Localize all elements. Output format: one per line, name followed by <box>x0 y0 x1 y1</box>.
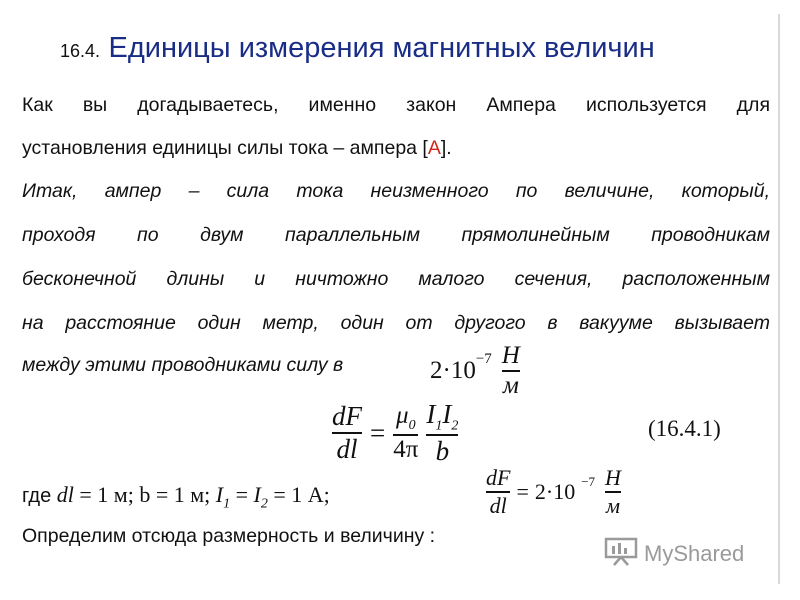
force-value <box>430 340 520 402</box>
result-unit-den: м <box>605 492 621 518</box>
definition-line-4: на расстояние один метр, один от другого в вакууме вызывает <box>22 312 770 334</box>
result-eq: = <box>516 479 529 504</box>
slide-divider <box>778 14 780 584</box>
definition-line-2: проходя по двум параллельным прямолинейным проводникам <box>22 224 770 246</box>
result-lhs-den: dl <box>489 492 507 518</box>
definition-line-3: бесконечной длины и ничтожно малого сечения, расположенным <box>22 268 770 290</box>
result-lhs-fraction <box>486 465 510 519</box>
intro-line-2 <box>22 127 770 170</box>
slide-title <box>60 32 655 65</box>
definition-line-1: Итак, ампер – сила тока неизменного по величине, который, <box>22 180 770 202</box>
given-I1-sub: 1 <box>223 496 231 512</box>
given-dl: dl <box>56 482 74 507</box>
presentation-board-icon <box>604 536 638 571</box>
result-exp: −7 <box>581 474 596 489</box>
ampere-equation <box>332 396 458 470</box>
intro-text-2: установления единицы силы тока – ампера [ <box>22 137 428 159</box>
force-unit-fraction <box>502 342 520 400</box>
ampere-unit: A <box>427 137 441 159</box>
force-exp: −7 <box>475 350 492 367</box>
definition-line-5: между этими проводниками силу в <box>22 354 344 376</box>
result-lhs-num: dF <box>486 465 511 491</box>
eq-current-den: b <box>435 435 450 466</box>
eq-current-num: $I_1I_2$ <box>426 399 459 434</box>
intro-line-1 <box>22 84 770 127</box>
force-unit-den: м <box>502 371 519 399</box>
force-unit-num: H <box>501 342 520 370</box>
eq-sign: = <box>370 417 386 448</box>
given-eq: = <box>230 482 254 507</box>
eq-mu-den: 4π <box>393 435 419 463</box>
intro-text-2-end: ]. <box>440 137 452 159</box>
given-I1: I <box>215 482 224 507</box>
eq-mu-fraction <box>393 402 418 464</box>
conclusion-text: Определим отсюда размерность и величину : <box>22 525 436 547</box>
result-unit-fraction <box>605 465 621 519</box>
watermark-text: MyShared <box>644 540 745 566</box>
given-I-value: = 1 А; <box>267 482 330 507</box>
equation-number: (16.4.1) <box>648 416 721 441</box>
eq-lhs-fraction <box>332 401 362 465</box>
section-number: 16.4. <box>60 41 101 61</box>
eq-mu-num: $\mu_0$ <box>396 402 416 434</box>
eq-current-fraction <box>426 399 458 467</box>
result-unit-num: H <box>605 465 621 491</box>
given-dl-value: = 1 м; b = 1 м; <box>73 482 216 507</box>
eq-lhs-den: dl <box>336 433 358 464</box>
eq-lhs-num: dF <box>332 401 362 432</box>
given-prefix: где <box>22 485 57 507</box>
intro-text-1: Как вы догадываетесь, именно закон Ампера используется для <box>22 94 770 116</box>
force-coef: 2·10 <box>430 357 476 384</box>
given-I2-sub: 2 <box>260 496 268 512</box>
given-I2: I <box>253 482 261 507</box>
myshared-watermark <box>604 536 744 571</box>
given-values <box>22 482 330 512</box>
section-title: Единицы измерения магнитных величин <box>108 32 655 64</box>
result-coef: 2·10 <box>534 479 576 504</box>
